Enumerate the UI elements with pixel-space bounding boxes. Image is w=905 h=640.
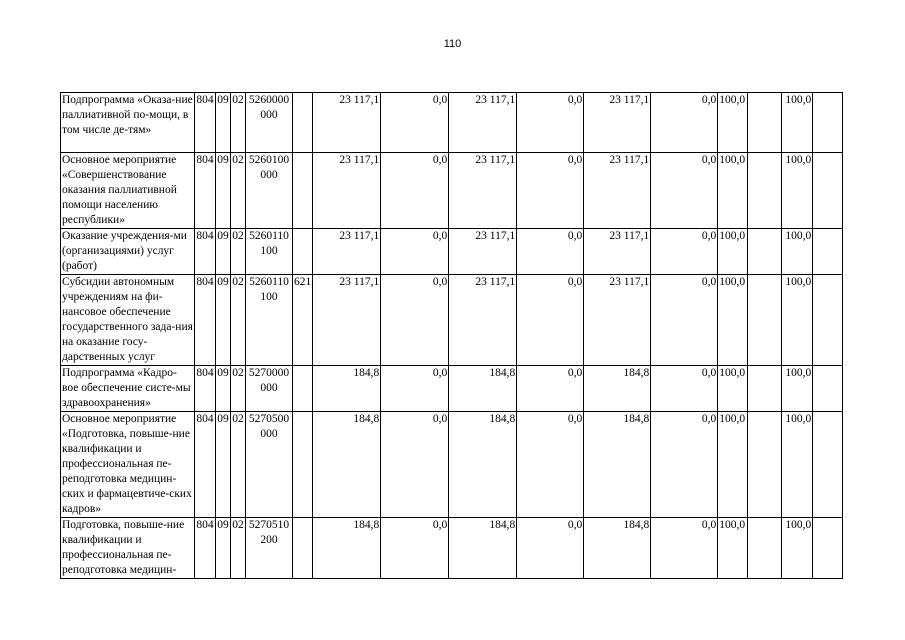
percent-4 — [813, 366, 843, 412]
expense-type-code — [293, 412, 313, 518]
table-row — [61, 366, 843, 412]
amount-3: 23 117,1 — [449, 229, 517, 275]
table-row — [61, 412, 843, 518]
percent-4 — [813, 275, 843, 366]
percent-1: 100,0 — [718, 229, 748, 275]
expense-type-code — [293, 366, 313, 412]
amount-3: 23 117,1 — [449, 93, 517, 153]
grbs-code: 804 — [195, 366, 216, 412]
amount-2: 0,0 — [381, 275, 449, 366]
amount-1: 184,8 — [313, 518, 381, 579]
amount-4: 0,0 — [517, 412, 584, 518]
percent-3: 100,0 — [782, 153, 813, 229]
amount-1: 184,8 — [313, 412, 381, 518]
target-article-code: 5260110 100 — [246, 229, 293, 275]
amount-6: 0,0 — [651, 412, 718, 518]
expense-type-code — [293, 153, 313, 229]
percent-1: 100,0 — [718, 518, 748, 579]
percent-3: 100,0 — [782, 412, 813, 518]
row-name: Основное мероприятие «Совершенствование оказания паллиативной помощи населению республики» — [61, 153, 195, 229]
row-name: Субсидии автономным учреждениям на фи-нансовое обеспечение государственного зада-ния на оказание госу-дарственных услуг — [61, 275, 195, 366]
percent-4 — [813, 153, 843, 229]
budget-table — [60, 92, 843, 579]
amount-2: 0,0 — [381, 93, 449, 153]
amount-3: 184,8 — [449, 412, 517, 518]
percent-1: 100,0 — [718, 366, 748, 412]
subsection-code: 02 — [231, 412, 246, 518]
amount-4: 0,0 — [517, 518, 584, 579]
row-name: Оказание учреждения-ми (организациями) услуг (работ) — [61, 229, 195, 275]
amount-6: 0,0 — [651, 93, 718, 153]
percent-3: 100,0 — [782, 366, 813, 412]
percent-2 — [748, 153, 782, 229]
row-name: Подпрограмма «Оказа-ние паллиативной по-мощи, в том числе де-тям» — [61, 93, 195, 153]
table-row — [61, 275, 843, 366]
amount-1: 23 117,1 — [313, 229, 381, 275]
amount-6: 0,0 — [651, 229, 718, 275]
expense-type-code — [293, 93, 313, 153]
amount-4: 0,0 — [517, 93, 584, 153]
amount-5: 184,8 — [584, 366, 651, 412]
amount-3: 23 117,1 — [449, 153, 517, 229]
percent-2 — [748, 93, 782, 153]
amount-6: 0,0 — [651, 153, 718, 229]
section-code: 09 — [216, 518, 231, 579]
target-article-code: 5260100 000 — [246, 153, 293, 229]
amount-1: 184,8 — [313, 366, 381, 412]
amount-2: 0,0 — [381, 518, 449, 579]
amount-1: 23 117,1 — [313, 93, 381, 153]
percent-3: 100,0 — [782, 518, 813, 579]
amount-1: 23 117,1 — [313, 275, 381, 366]
subsection-code: 02 — [231, 93, 246, 153]
section-code: 09 — [216, 153, 231, 229]
section-code: 09 — [216, 93, 231, 153]
subsection-code: 02 — [231, 229, 246, 275]
amount-6: 0,0 — [651, 366, 718, 412]
percent-2 — [748, 518, 782, 579]
section-code: 09 — [216, 275, 231, 366]
percent-1: 100,0 — [718, 412, 748, 518]
page-number: 110 — [443, 38, 462, 50]
amount-3: 184,8 — [449, 366, 517, 412]
grbs-code: 804 — [195, 412, 216, 518]
grbs-code: 804 — [195, 93, 216, 153]
target-article-code: 5260000 000 — [246, 93, 293, 153]
table-row — [61, 229, 843, 275]
percent-4 — [813, 93, 843, 153]
expense-type-code — [293, 229, 313, 275]
percent-2 — [748, 366, 782, 412]
amount-5: 23 117,1 — [584, 93, 651, 153]
amount-4: 0,0 — [517, 153, 584, 229]
amount-5: 23 117,1 — [584, 229, 651, 275]
percent-1: 100,0 — [718, 153, 748, 229]
subsection-code: 02 — [231, 518, 246, 579]
percent-2 — [748, 412, 782, 518]
percent-1: 100,0 — [718, 93, 748, 153]
amount-4: 0,0 — [517, 366, 584, 412]
percent-2 — [748, 229, 782, 275]
amount-5: 23 117,1 — [584, 275, 651, 366]
subsection-code: 02 — [231, 153, 246, 229]
expense-type-code — [293, 518, 313, 579]
amount-5: 23 117,1 — [584, 153, 651, 229]
grbs-code: 804 — [195, 275, 216, 366]
grbs-code: 804 — [195, 229, 216, 275]
percent-3: 100,0 — [782, 275, 813, 366]
percent-4 — [813, 518, 843, 579]
amount-2: 0,0 — [381, 412, 449, 518]
target-article-code: 5260110 100 — [246, 275, 293, 366]
percent-3: 100,0 — [782, 93, 813, 153]
amount-5: 184,8 — [584, 412, 651, 518]
amount-2: 0,0 — [381, 229, 449, 275]
subsection-code: 02 — [231, 366, 246, 412]
row-name: Основное мероприятие «Подготовка, повыше-ние квалификации и профессиональная пе-реподготовка медицин-ских и фармацевтиче-ских кадров» — [61, 412, 195, 518]
expense-type-code: 621 — [293, 275, 313, 366]
table-row — [61, 93, 843, 153]
table-row — [61, 153, 843, 229]
amount-4: 0,0 — [517, 229, 584, 275]
grbs-code: 804 — [195, 518, 216, 579]
grbs-code: 804 — [195, 153, 216, 229]
amount-3: 184,8 — [449, 518, 517, 579]
amount-4: 0,0 — [517, 275, 584, 366]
amount-6: 0,0 — [651, 275, 718, 366]
amount-3: 23 117,1 — [449, 275, 517, 366]
amount-2: 0,0 — [381, 366, 449, 412]
section-code: 09 — [216, 229, 231, 275]
row-name: Подготовка, повыше-ние квалификации и профессиональная пе-реподготовка медицин- — [61, 518, 195, 579]
percent-4 — [813, 229, 843, 275]
subsection-code: 02 — [231, 275, 246, 366]
target-article-code: 5270000 000 — [246, 366, 293, 412]
amount-5: 184,8 — [584, 518, 651, 579]
section-code: 09 — [216, 412, 231, 518]
amount-2: 0,0 — [381, 153, 449, 229]
amount-1: 23 117,1 — [313, 153, 381, 229]
percent-2 — [748, 275, 782, 366]
target-article-code: 5270510 200 — [246, 518, 293, 579]
amount-6: 0,0 — [651, 518, 718, 579]
section-code: 09 — [216, 366, 231, 412]
percent-4 — [813, 412, 843, 518]
table-row — [61, 518, 843, 579]
row-name: Подпрограмма «Кадро-вое обеспечение систе-мы здравоохранения» — [61, 366, 195, 412]
percent-1: 100,0 — [718, 275, 748, 366]
percent-3: 100,0 — [782, 229, 813, 275]
target-article-code: 5270500 000 — [246, 412, 293, 518]
